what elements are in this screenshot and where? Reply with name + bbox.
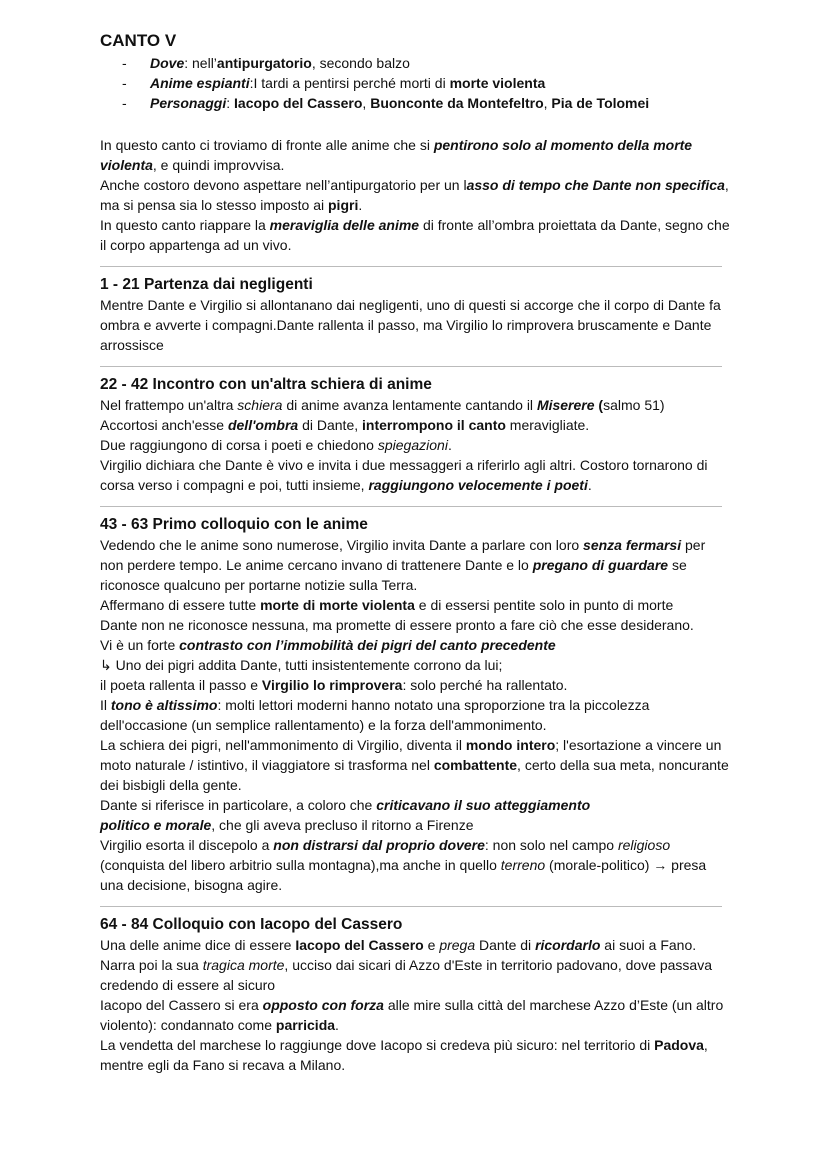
section-text: Due raggiungono di corsa i poeti e chiedono spiegazioni.: [100, 437, 452, 453]
section-text: Accortosi anch'esse dell'ombra di Dante, interrompono il canto meravigliate.: [100, 417, 590, 433]
section-text: il poeta rallenta il passo e Virgilio lo rimprovera: solo perché ha rallentato.: [100, 677, 568, 693]
list-item: - Anime espianti:I tardi a pentirsi perché morti di morte violenta: [122, 73, 730, 93]
section-text: Iacopo del Cassero si era opposto con forza alle mire sulla città del marchese Azzo d’Este (un altro violento): condannato come parricida.: [100, 997, 724, 1033]
list-item: - Dove: nell’antipurgatorio, secondo balzo: [122, 53, 730, 73]
section-divider: [100, 506, 722, 507]
section-text: Affermano di essere tutte morte di morte violenta e di essersi pentite solo in punto di morte: [100, 597, 674, 613]
section-text: Virgilio dichiara che Dante è vivo e invita i due messaggeri a riferirlo agli altri. Costoro tornarono di corsa verso i compagni e poi, tutti insieme, raggiungono velocemente i poeti.: [100, 457, 708, 493]
section-heading: 43 - 63 Primo colloquio con le anime: [100, 516, 368, 533]
section-heading: 22 - 42 Incontro con un'altra schiera di anime: [100, 376, 432, 393]
section-text: Vedendo che le anime sono numerose, Virgilio invita Dante a parlare con loro senza fermarsi per non perdere tempo. Le anime cercano invano di trattenere Dante e lo pregano di guardare se riconosce qualcuno per portarne notizie sulla Terra.: [100, 537, 706, 593]
section-text: La vendetta del marchese lo raggiunge dove Iacopo si credeva più sicuro: nel territorio di Padova, mentre egli da Fano si recava a Milano.: [100, 1037, 708, 1073]
document-page: [100, 30, 730, 1075]
intro-paragraph: Anche costoro devono aspettare nell’antipurgatorio per un lasso di tempo che Dante non specifica, ma si pensa sia lo stesso imposto ai pigri.: [100, 177, 729, 213]
section-incontro: [100, 375, 730, 495]
section-text: Virgilio esorta il discepolo a non distrarsi dal proprio dovere: non solo nel campo religioso (conquista del libero arbitrio sulla montagna),ma anche in quello terreno (morale-politico) → presa una decisione, bisogna agire.: [100, 837, 707, 893]
section-iacopo: [100, 915, 730, 1075]
section-divider: [100, 906, 722, 907]
section-text: Dante non ne riconosce nessuna, ma promette di essere pronto a fare ciò che esse desiderano.: [100, 617, 694, 633]
meta-list: [100, 53, 730, 113]
list-item: - Personaggi: Iacopo del Cassero, Buonconte da Montefeltro, Pia de Tolomei: [122, 93, 730, 113]
section-text: Mentre Dante e Virgilio si allontanano dai negligenti, uno di questi si accorge che il corpo di Dante fa ombra e avverte i compagni.Dante rallenta il passo, ma Virgilio lo rimprovera bruscamente e Dante arrossisce: [100, 297, 721, 353]
section-heading: 1 - 21 Partenza dai negligenti: [100, 276, 313, 293]
section-divider: [100, 266, 722, 267]
section-text: La schiera dei pigri, nell'ammonimento di Virgilio, diventa il mondo intero; l'esortazione a vincere un moto naturale / istintivo, il viaggiatore si trasforma nel combattente, certo della sua meta, noncurante dei bisbigli della gente.: [100, 737, 729, 793]
section-text: Dante si riferisce in particolare, a coloro che criticavano il suo atteggiamento politico e morale, che gli aveva precluso il ritorno a Firenze: [100, 797, 591, 833]
intro-paragraph: In questo canto ci troviamo di fronte alle anime che si pentirono solo al momento della morte violenta, e quindi improvvisa.: [100, 137, 693, 173]
section-text: ↳ Uno dei pigri addita Dante, tutti insistentemente corrono da lui;: [100, 657, 503, 673]
intro-paragraph: In questo canto riappare la meraviglia delle anime di fronte all’ombra proiettata da Dante, segno che il corpo appartenga ad un vivo.: [100, 217, 730, 253]
section-text: Il tono è altissimo: molti lettori moderni hanno notato una sproporzione tra la piccolezza dell'occasione (un semplice rallentamento) e la forza dell'ammonimento.: [100, 697, 650, 733]
section-text: Nel frattempo un'altra schiera di anime avanza lentamente cantando il Miserere (salmo 51): [100, 397, 665, 413]
section-divider: [100, 366, 722, 367]
section-text: Una delle anime dice di essere Iacopo del Cassero e prega Dante di ricordarlo ai suoi a Fano. Narra poi la sua tragica morte, ucciso dai sicari di Azzo d'Este in territorio padovano, dove passava credendo di essere al sicuro: [100, 937, 712, 993]
page-title: CANTO V: [100, 31, 177, 50]
intro-section: [100, 135, 730, 255]
section-heading: 64 - 84 Colloquio con Iacopo del Cassero: [100, 916, 403, 933]
section-primo-colloquio: [100, 515, 730, 895]
section-partenza: [100, 275, 730, 355]
section-text: Vi è un forte contrasto con l’immobilità dei pigri del canto precedente: [100, 637, 556, 653]
